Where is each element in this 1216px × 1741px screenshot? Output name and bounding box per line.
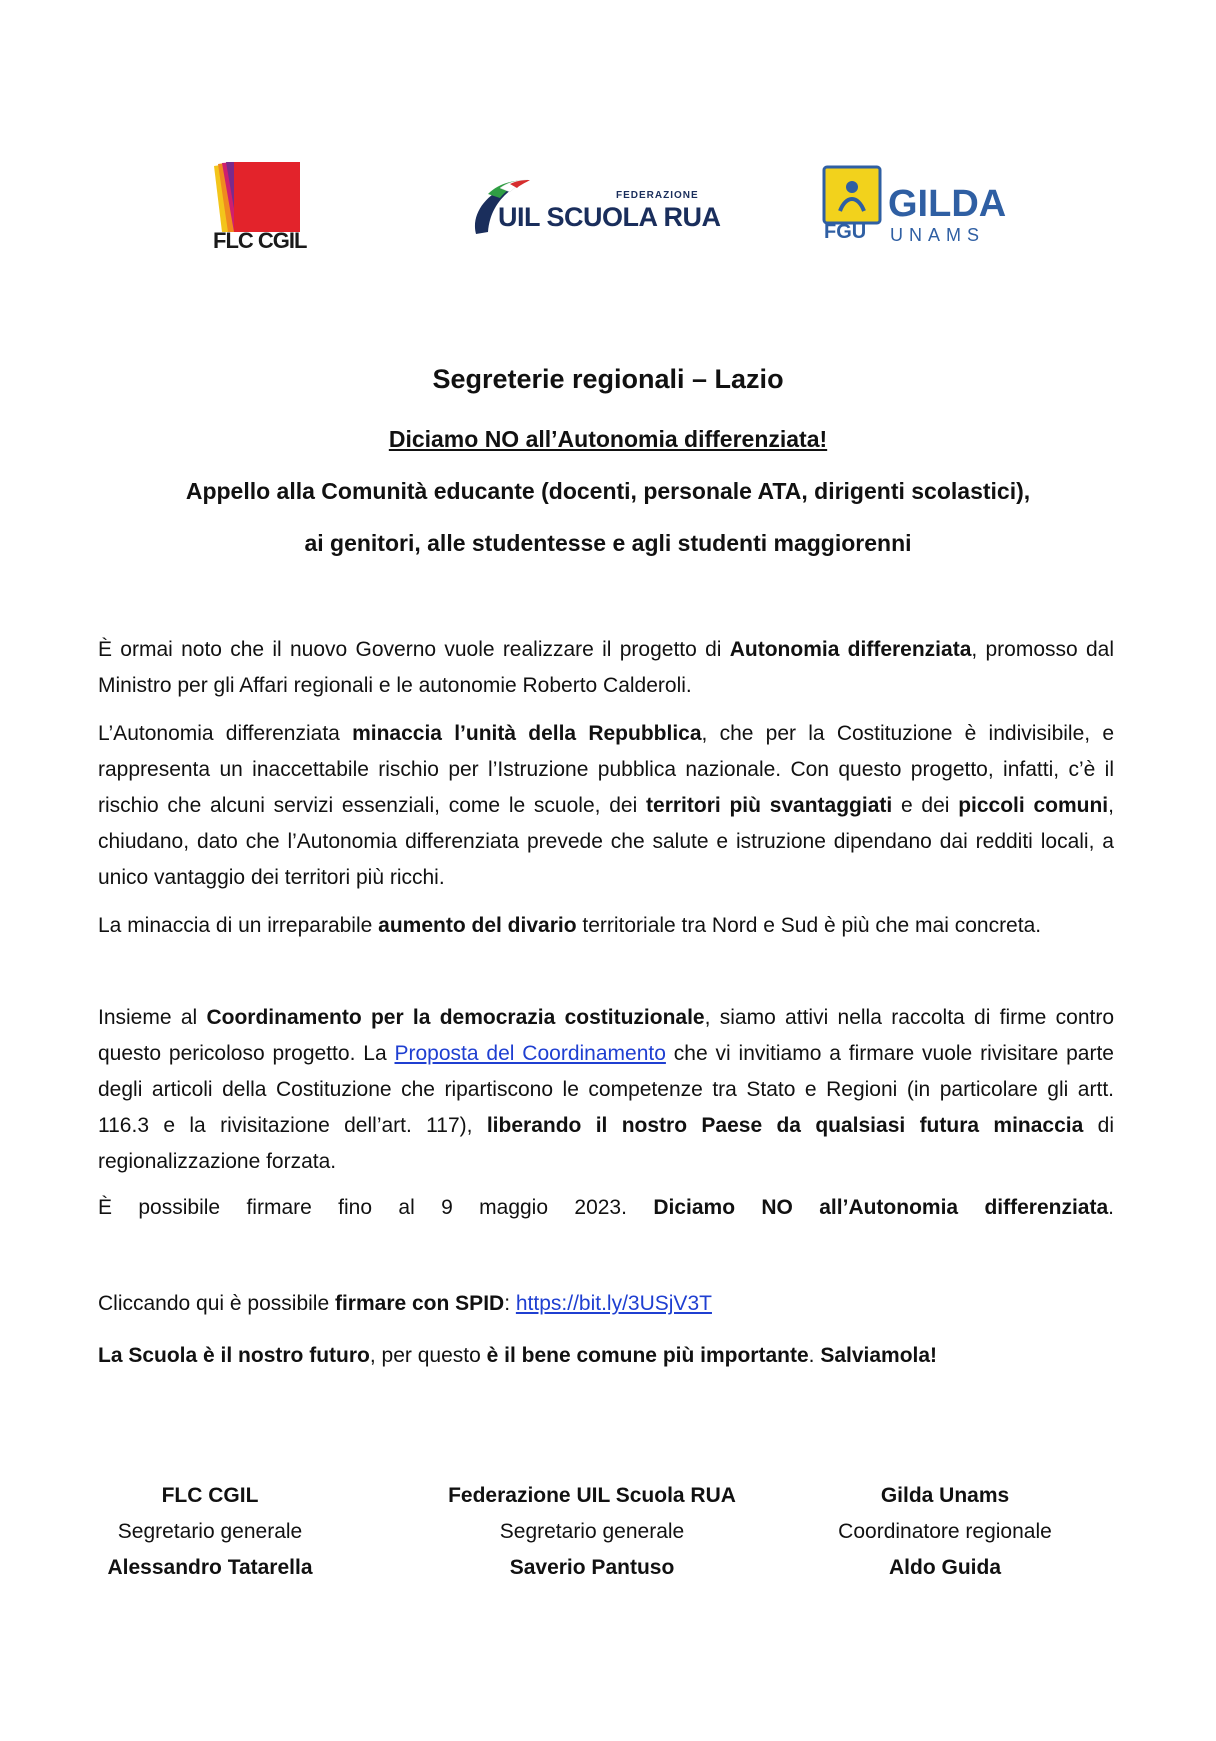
text-run: di regionalizzazione forzata. (98, 1114, 1114, 1173)
text-run: , siamo attivi nella raccolta di firme contro questo pericoloso progetto. La (98, 1006, 1115, 1065)
signature-org: Federazione UIL Scuola RUA (448, 1484, 736, 1507)
text-run: , per questo (369, 1344, 487, 1367)
flc-flag-icon (208, 162, 300, 232)
bold-run: Diciamo NO all’Autonomia differenziata (653, 1196, 1109, 1219)
uil-federazione-text: FEDERAZIONE (616, 190, 699, 201)
proposta-coordinamento-link[interactable]: Proposta del Coordinamento (394, 1042, 666, 1065)
text-run: L’Autonomia differenziata (98, 722, 353, 745)
document-title: Segreterie regionali – Lazio (432, 364, 784, 394)
bold-run: Coordinamento per la democrazia costituzionale (206, 1006, 705, 1029)
text-run: Insieme al (98, 1006, 207, 1029)
paragraph-3 (98, 908, 1114, 944)
bold-run: liberando il nostro Paese da qualsiasi futura minaccia (486, 1114, 1084, 1137)
bold-run: firmare con SPID (334, 1292, 505, 1315)
bold-run: piccoli comuni (958, 794, 1109, 817)
bold-run: La Scuola è il nostro futuro (98, 1344, 370, 1367)
signature-flc-cgil (90, 1478, 330, 1586)
paragraph-6 (98, 1286, 1114, 1322)
signature-org: Gilda Unams (880, 1484, 1010, 1507)
gilda-emblem-icon (822, 165, 884, 225)
signature-uil-scuola (428, 1478, 756, 1586)
paragraph-1 (98, 632, 1114, 704)
signature-name: Aldo Guida (889, 1556, 1001, 1579)
signature-name: Saverio Pantuso (509, 1556, 675, 1579)
signature-org: FLC CGIL (161, 1484, 259, 1507)
text-run: e dei (892, 794, 959, 817)
signature-role: Segretario generale (117, 1520, 303, 1543)
bold-run: è il bene comune più importante (486, 1344, 809, 1367)
text-run: , promosso dal Ministro per gli Affari regionali e le autonomie Roberto Calderoli. (98, 638, 1115, 697)
text-run: , che per la Costituzione è indivisibile, e rappresenta un inaccettabile rischio per l’Istruzione pubblica nazionale. Con questo progetto, infatti, c’è il rischio che alcuni servizi essenziali, come le scuole, dei (98, 722, 1114, 817)
text-run: . (1108, 1196, 1115, 1219)
signature-gilda-unams (810, 1478, 1080, 1586)
text-run: . (808, 1344, 821, 1367)
bold-run: Autonomia differenziata (729, 638, 972, 661)
document-subtitle: Diciamo NO all’Autonomia differenziata! (388, 426, 828, 452)
appeal-line-2: ai genitori, alle studentesse e agli studenti maggiorenni (304, 530, 912, 556)
text-run: territoriale tra Nord e Sud è più che mai concreta. (576, 914, 1042, 937)
signature-role: Segretario generale (499, 1520, 685, 1543)
text-run: La minaccia di un irreparabile (98, 914, 379, 937)
text-run: : (504, 1292, 516, 1315)
text-run: È ormai noto che il nuovo Governo vuole realizzare il progetto di (98, 638, 730, 661)
text-run: , chiudano, dato che l’Autonomia differenziata prevede che salute e istruzione dipendano dai redditi locali, a unico vantaggio dei territori più ricchi. (98, 794, 1114, 889)
flc-cgil-logo (208, 162, 307, 253)
uil-scuola-logo (470, 172, 730, 252)
text-run: che vi invitiamo a firmare vuole rivisitare parte degli articoli della Costituzione che ripartiscono le competenze tra Stato e Regioni (in particolare gli artt. 116.3 e la rivisitazione dell’art. 117), (98, 1042, 1114, 1137)
appeal-line-1: Appello alla Comunità educante (docenti, personale ATA, dirigenti scolastici), (185, 478, 1031, 504)
spid-signature-link[interactable]: https://bit.ly/3USjV3T (515, 1292, 712, 1315)
paragraph-5 (98, 1190, 1114, 1226)
bold-run: Salviamola! (820, 1344, 938, 1367)
paragraph-4 (98, 1000, 1114, 1180)
gilda-logo-sub: UNAMS (890, 225, 986, 245)
gilda-logo-name: GILDA (888, 183, 1007, 225)
text-run: Cliccando qui è possibile (98, 1292, 335, 1315)
signature-role: Coordinatore regionale (838, 1520, 1052, 1543)
signature-name: Alessandro Tatarella (107, 1556, 313, 1579)
bold-run: territori più svantaggiati (646, 794, 893, 817)
paragraph-7 (98, 1338, 1114, 1374)
gilda-unams-logo (822, 165, 1012, 249)
flc-logo-text: FLC CGIL (213, 228, 307, 253)
uil-logo-text: UIL SCUOLA RUA (498, 202, 721, 232)
paragraph-2 (98, 716, 1114, 896)
bold-run: aumento del divario (378, 914, 577, 937)
bold-run: minaccia l’unità della Repubblica (352, 722, 702, 745)
gilda-fgu-text: FGU (824, 221, 867, 243)
text-run: È possibile firmare fino al 9 maggio 2023. (98, 1196, 654, 1219)
